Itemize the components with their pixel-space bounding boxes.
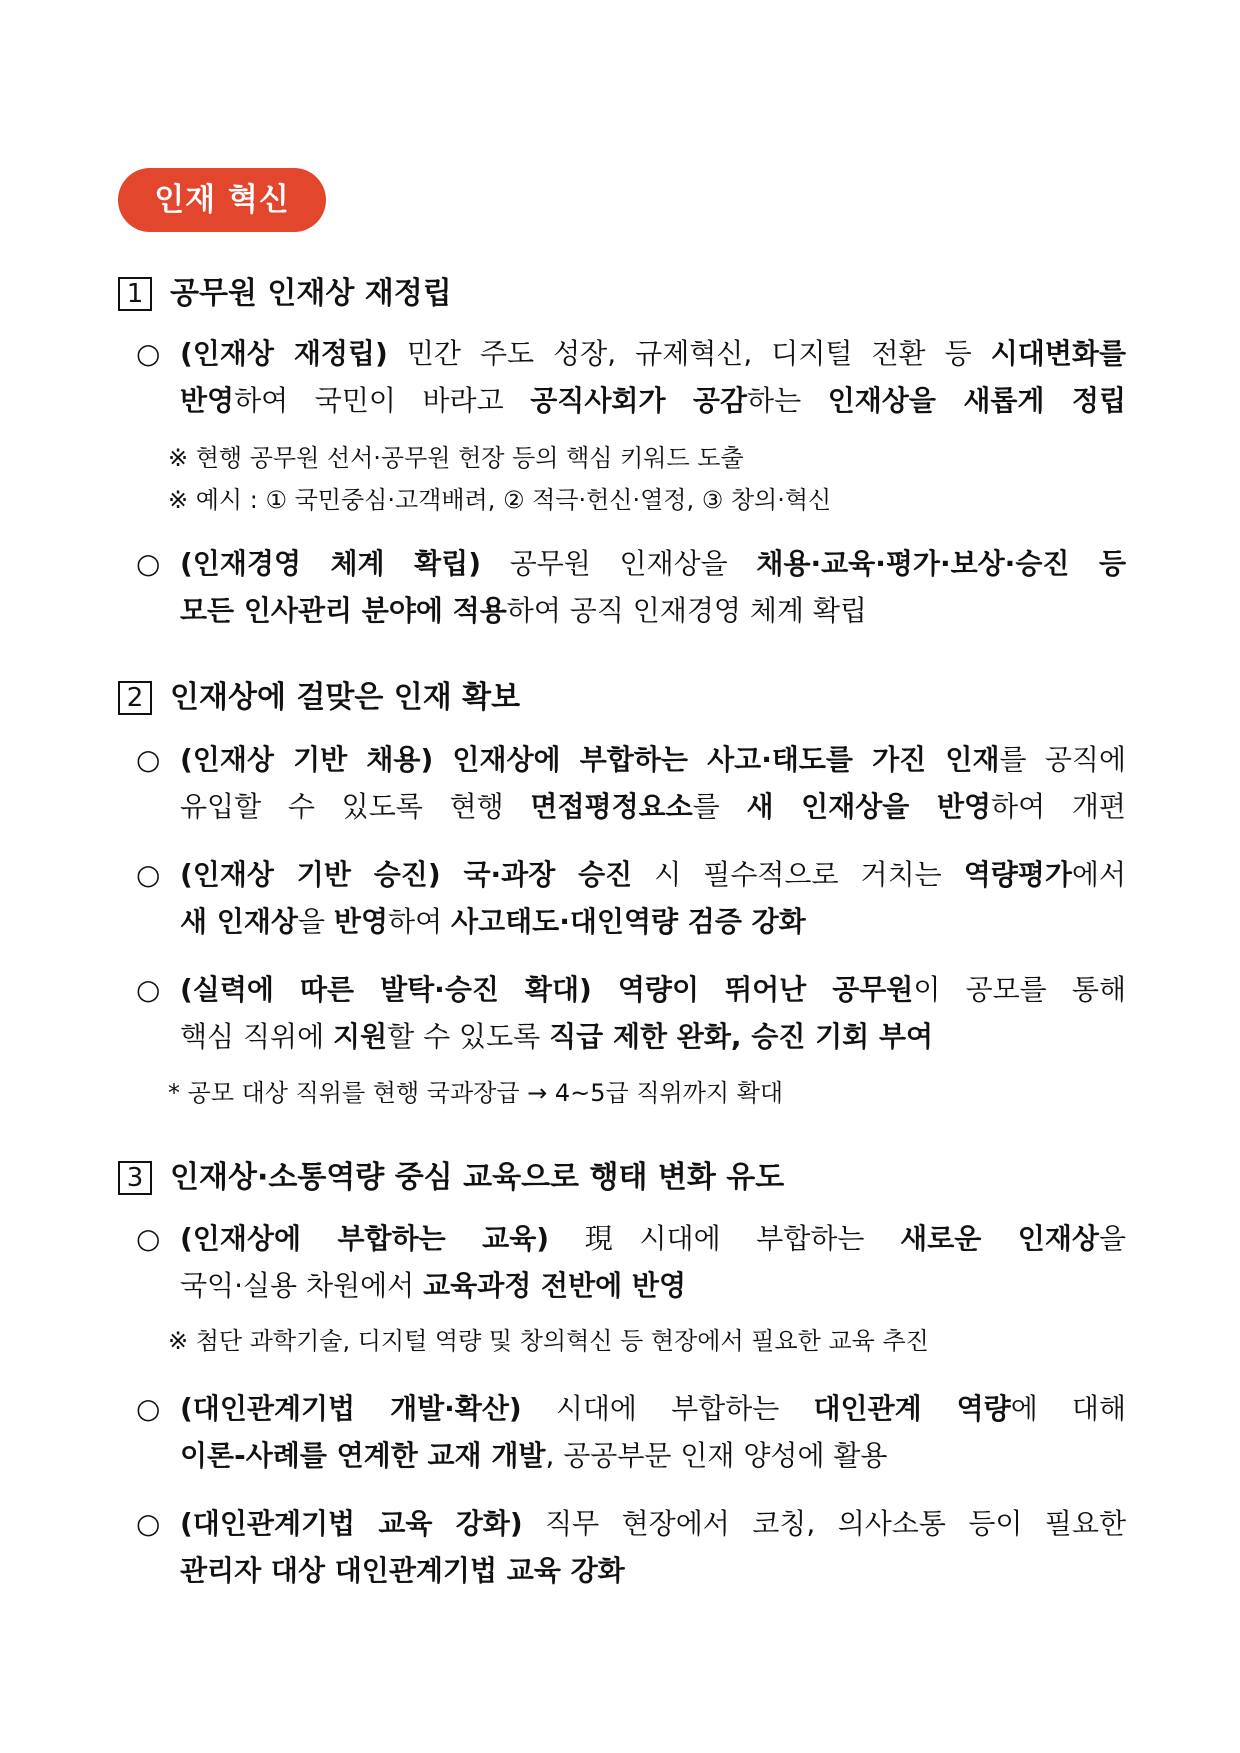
reference-note: ※ 현행 공무원 선서·공무원 헌장 등의 핵심 키워드 도출 [168, 444, 744, 472]
item-line [136, 851, 1126, 898]
bullet-mark: ○ [136, 1392, 161, 1425]
item-line [136, 587, 1126, 634]
item-emphasis: 관리자 대상 대인관계기법 교육 강화 [180, 1554, 625, 1587]
section-badge: 인재 혁신 [118, 168, 326, 232]
bullet-mark: ○ [136, 1222, 161, 1255]
section-number: 1 [118, 277, 152, 311]
item-text: 에서 [1071, 858, 1126, 891]
item-emphasis: 공직사회가 공감 [530, 384, 748, 417]
item-text: 국익·실용 차원에서 [180, 1269, 424, 1302]
item-heading: (인재상에 부합하는 교육) [180, 1222, 550, 1255]
item-line [136, 966, 1126, 1013]
section-title: 인재상·소통역량 중심 교육으로 행태 변화 유도 [170, 1160, 785, 1195]
item-emphasis: 대인관계 역량 [813, 1392, 1011, 1425]
item-emphasis: 인재상에 부합하는 사고·태도를 가진 인재 [433, 743, 1000, 776]
item-emphasis: 인재상을 새롭게 정립 [827, 384, 1126, 417]
item-text: 직무 현장에서 코칭, 의사소통 등이 필요한 [522, 1507, 1126, 1540]
section-heading-2 [118, 672, 520, 716]
item-emphasis: 국·과장 승진 [440, 858, 633, 891]
item-line [136, 1262, 1126, 1309]
item-emphasis: 역량평가 [963, 858, 1072, 891]
item-emphasis: 새 인재상을 반영 [746, 790, 992, 823]
item-text: 민간 주도 성장, 규제혁신, 디지털 전환 등 [387, 337, 991, 370]
item-line [136, 1013, 1126, 1060]
item-line [136, 330, 1126, 377]
section-number: 2 [118, 681, 152, 715]
item-heading: (인재상 기반 채용) [180, 743, 434, 776]
bullet-item [136, 966, 1126, 1060]
item-text: 하여 국민이 바라고 [234, 384, 531, 417]
item-text: , 공공부문 인재 양성에 활용 [545, 1439, 888, 1472]
item-emphasis: 교육과정 전반에 반영 [423, 1269, 687, 1302]
item-heading: (실력에 따른 발탁·승진 확대) [180, 973, 592, 1006]
item-text: 에 대해 [1010, 1392, 1126, 1425]
item-text: 할 수 있도록 [387, 1020, 550, 1053]
bullet-item [136, 736, 1126, 830]
item-emphasis: 반영 [180, 384, 235, 417]
item-emphasis: 사고태도·대인역량 검증 강화 [451, 905, 806, 938]
bullet-item [136, 330, 1126, 424]
bullet-mark: ○ [136, 337, 161, 370]
bullet-item [136, 1500, 1126, 1594]
bullet-mark: ○ [136, 973, 161, 1006]
item-text: 하여 [388, 905, 452, 938]
item-emphasis: 면접평정요소 [530, 790, 693, 823]
item-line [136, 898, 1126, 945]
item-emphasis: 채용·교육·평가·보상·승진 등 [756, 547, 1126, 580]
item-emphasis: 새로운 인재상 [900, 1222, 1099, 1255]
section-title: 인재상에 걸맞은 인재 확보 [170, 680, 521, 715]
item-emphasis: 새 인재상 [180, 905, 298, 938]
item-line [136, 377, 1126, 424]
item-text: 을 [297, 905, 334, 938]
item-emphasis: 이론-사례를 연계한 교재 개발 [180, 1439, 546, 1472]
item-line [136, 736, 1126, 783]
item-text: 를 공직에 [999, 743, 1127, 776]
item-text: 하여 공직 인재경영 체계 확립 [506, 594, 867, 627]
reference-note: ※ 첨단 과학기술, 디지털 역량 및 창의혁신 등 현장에서 필요한 교육 추진 [168, 1327, 929, 1355]
item-text: 하는 [747, 384, 828, 417]
bullet-item [136, 851, 1126, 945]
item-emphasis: 지원 [333, 1020, 388, 1053]
item-heading: (인재상 기반 승진) [180, 858, 441, 891]
item-line [136, 1385, 1126, 1432]
item-line [136, 1215, 1126, 1262]
section-number: 3 [118, 1161, 152, 1195]
item-emphasis: 직급 제한 완화, 승진 기회 부여 [549, 1020, 934, 1053]
bullet-mark: ○ [136, 547, 161, 580]
item-emphasis: 모든 인사관리 분야에 적용 [180, 594, 507, 627]
item-text: 를 [692, 790, 747, 823]
item-heading: (인재상 재정립) [180, 337, 388, 370]
item-emphasis: 시대변화를 [990, 337, 1126, 370]
item-heading: (대인관계기법 개발·확산) [180, 1392, 522, 1425]
bullet-mark: ○ [136, 858, 161, 891]
section-title: 공무원 인재상 재정립 [170, 276, 452, 311]
bullet-mark: ○ [136, 1507, 161, 1540]
item-emphasis: 역량이 뛰어난 공무원 [591, 973, 914, 1006]
section-heading-3 [118, 1152, 784, 1196]
bullet-mark: ○ [136, 743, 161, 776]
item-text: 핵심 직위에 [180, 1020, 334, 1053]
item-line [136, 1432, 1126, 1479]
bullet-item [136, 1385, 1126, 1479]
item-text: 시대에 부합하는 [521, 1392, 814, 1425]
item-text: 시 필수적으로 거치는 [632, 858, 964, 891]
bullet-item [136, 1215, 1126, 1309]
item-text: 하여 개편 [991, 790, 1126, 823]
item-text: 유입할 수 있도록 현행 [180, 790, 531, 823]
item-text: 을 [1098, 1222, 1126, 1255]
section-heading-1 [118, 268, 452, 312]
reference-note: ※ 예시 : ① 국민중심·고객배려, ② 적극·헌신·열정, ③ 창의·혁신 [168, 486, 832, 514]
item-heading: (인재경영 체계 확립) [180, 547, 482, 580]
item-line [136, 540, 1126, 587]
bullet-item [136, 540, 1126, 634]
item-line [136, 783, 1126, 830]
item-text: 이 공모를 통해 [913, 973, 1126, 1006]
item-emphasis: 반영 [333, 905, 389, 938]
item-line [136, 1547, 1126, 1594]
item-text: 공무원 인재상을 [481, 547, 757, 580]
item-text: 現시대에 부합하는 [549, 1222, 901, 1255]
item-heading: (대인관계기법 교육 강화) [180, 1507, 523, 1540]
footnote: * 공모 대상 직위를 현행 국과장급 → 4~5급 직위까지 확대 [168, 1079, 784, 1107]
item-line [136, 1500, 1126, 1547]
